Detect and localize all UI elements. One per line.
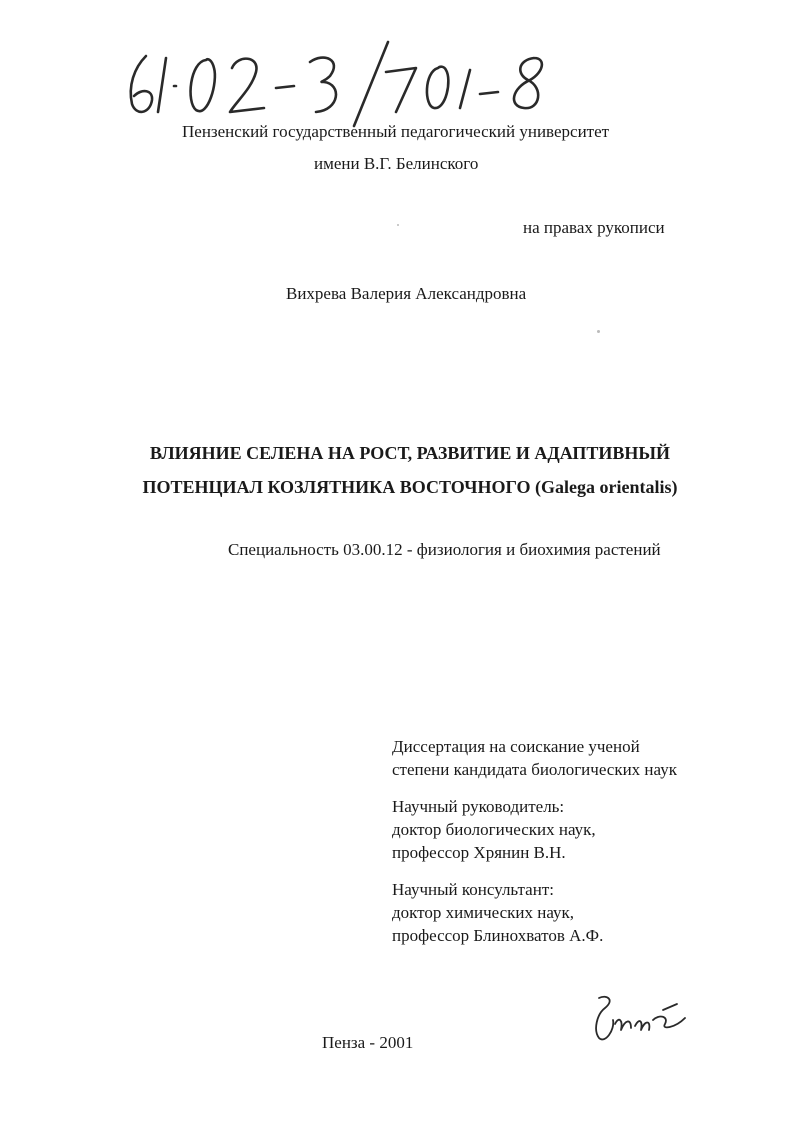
author-name: Вихрева Валерия Александровна: [286, 284, 527, 303]
supervisor-degree: доктор биологических наук,: [392, 820, 596, 839]
supervisor-label: Научный руководитель:: [392, 797, 565, 816]
dissertation-info-block: [392, 735, 677, 947]
handwritten-archive-code: [120, 38, 560, 128]
dissertation-line-2: степени кандидата биологических наук: [392, 760, 677, 779]
consultant-degree: доктор химических наук,: [392, 903, 575, 922]
scan-speck: [597, 330, 600, 333]
university-dedication: имени В.Г. Белинского: [314, 154, 479, 173]
signature: [585, 990, 695, 1045]
city-year: Пенза - 2001: [322, 1033, 414, 1052]
thesis-title-line-1: ВЛИЯНИЕ СЕЛЕНА НА РОСТ, РАЗВИТИЕ И АДАПТИВНЫЙ: [149, 443, 671, 463]
handwritten-code-text: 61-02-3/701-8: [120, 38, 126, 39]
dissertation-line-1: Диссертация на соискание ученой: [392, 737, 640, 756]
consultant-label: Научный консультант:: [392, 880, 554, 899]
rights-note: на правах рукописи: [523, 218, 665, 237]
consultant-name: профессор Блинохватов А.Ф.: [392, 926, 604, 945]
thesis-title-line-2: ПОТЕНЦИАЛ КОЗЛЯТНИКА ВОСТОЧНОГО (Galega orientalis): [142, 477, 678, 497]
supervisor-name: профессор Хрянин В.Н.: [392, 843, 566, 862]
scan-speck: [397, 224, 399, 226]
specialty: Специальность 03.00.12 - физиология и биохимия растений: [228, 540, 661, 559]
university-name: Пензенский государственный педагогический университет: [182, 122, 610, 141]
